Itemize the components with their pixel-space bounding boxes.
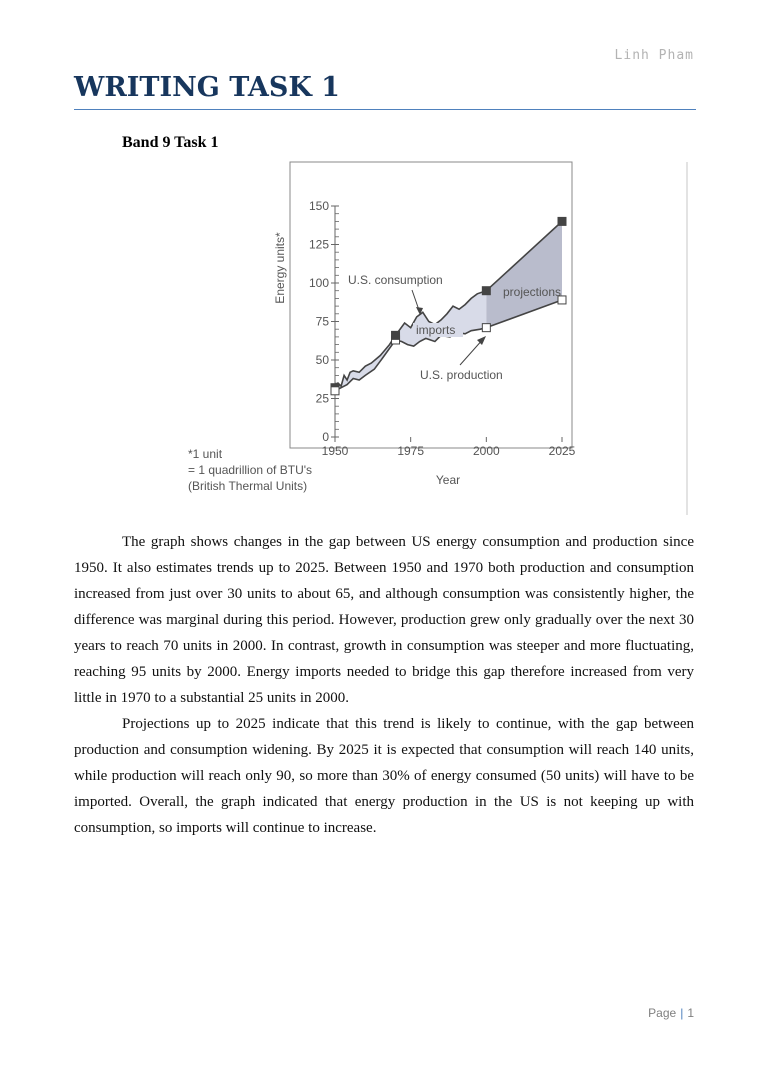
y-tick-label: 100 [308,276,329,290]
annotation-consumption: U.S. consumption [348,273,443,287]
title-divider [74,109,696,110]
annotation-projections: projections [503,285,562,299]
consumption-marker [558,217,566,225]
footnote-line-2: = 1 quadrillion of BTU's [188,463,313,477]
page-label: Page [648,1006,677,1020]
y-tick-label: 125 [308,237,329,252]
page-footer [648,1006,694,1020]
footnote-line-3: (British Thermal Units) [188,479,308,493]
consumption-marker [392,331,400,339]
consumption-marker [482,287,490,295]
energy-chart [180,160,690,520]
y-axis-label: Energy units* [273,232,287,304]
production-marker [331,387,339,395]
energy-chart-figure [180,160,690,520]
author-header: Linh Pham [614,48,694,63]
footnote-line-1: *1 unit [188,447,223,461]
subtitle: Band 9 Task 1 [122,134,219,151]
x-tick-label: 1950 [321,444,349,458]
page-title: WRITING TASK 1 [74,72,340,103]
y-tick-label: 0 [322,430,329,444]
y-tick-label: 75 [315,314,329,329]
production-marker [482,324,490,332]
annotation-imports: imports [416,323,456,337]
x-axis-label: Year [435,473,461,487]
essay-paragraph-2: Projections up to 2025 indicate that this trend is likely to continue, with the gap between production and consumption widening. By 2025 it is expected that consumption will reach 140 units, while production will reach only 90, so more than 30% of energy consumed (50 units) will have to be imported. Overall, the graph indicated that energy production in the US is not keeping up with consumption, so imports will continue to increase. [74,716,694,836]
x-tick-label: 2025 [548,444,576,458]
annotation-production: U.S. production [420,368,503,382]
y-tick-label: 150 [308,199,329,213]
essay-paragraph-1: The graph shows changes in the gap between US energy consumption and production since 1950. It also estimates trends up to 2025. Between 1950 and 1970 both production and consumption increased from just over 30 units to about 65, and although consumption was consistently higher, the difference was marginal during this period. However, production grew only gradually over the next 30 years to reach 70 units in 2000. In contrast, growth in consumption was steeper and more fluctuating, reaching 95 units by 2000. Energy imports needed to bridge this gap therefore increased from very little in 1970 to a substantial 25 units in 2000. [74,534,694,706]
x-tick-label: 1975 [397,444,425,458]
y-tick-label: 50 [315,353,329,367]
page-number: 1 [687,1006,694,1020]
essay-body [74,529,694,841]
page-separator: | [680,1006,684,1020]
x-tick-label: 2000 [472,444,500,458]
y-tick-label: 25 [315,391,329,406]
